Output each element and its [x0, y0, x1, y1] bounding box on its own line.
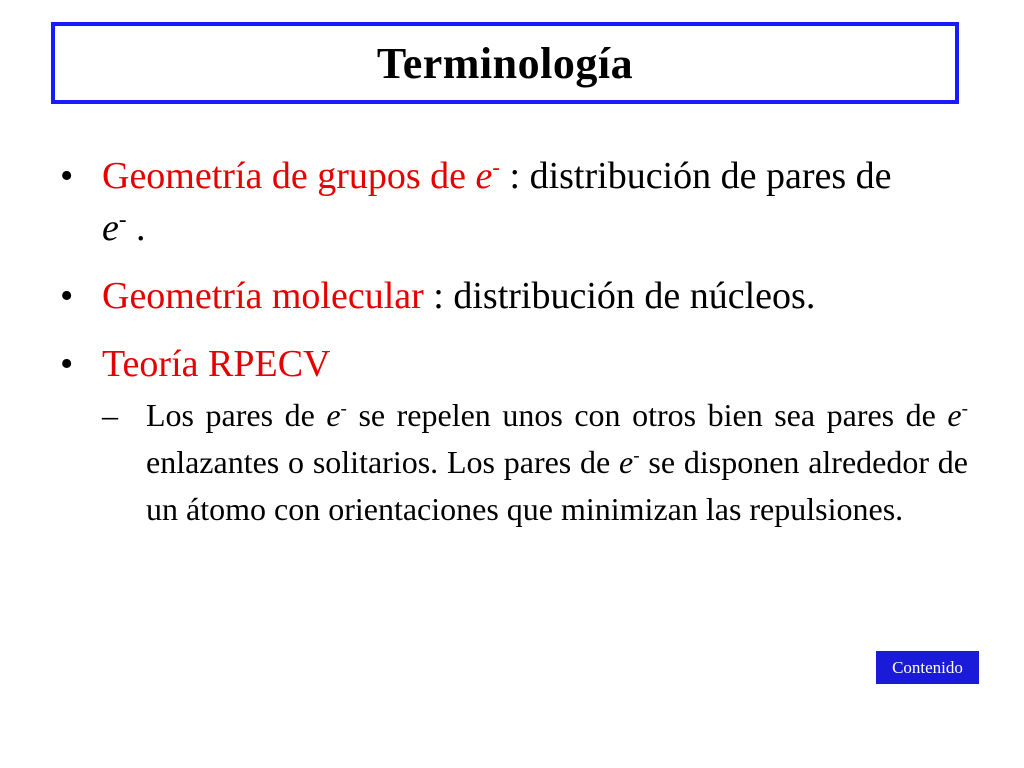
- sub-bullet-rpecv: – Los pares de e- se repelen unos con otros bien sea pares de e- enlazantes o solitarios. Los pares de e- se disponen alrededor de un átomo con orientaciones que minimizan las repulsiones.: [102, 392, 968, 533]
- bullet-dot: •: [60, 155, 74, 197]
- bullet-definition: : distribución de pares de: [500, 155, 892, 197]
- contenido-button[interactable]: Contenido: [876, 651, 979, 684]
- slide-title: Terminología: [376, 38, 634, 88]
- bullet-item-rpecv: [60, 338, 980, 390]
- bullet-term: Geometría molecular: [102, 275, 424, 317]
- bullet-item-group-geometry: • Geometría de grupos de e- : distribución de pares de e- .: [60, 150, 922, 254]
- bullet-term: Geometría de grupos de e-: [102, 154, 501, 197]
- bullet-definition: : distribución de núcleos.: [423, 275, 816, 317]
- bullet-dot: •: [60, 343, 74, 385]
- sub-bullet-dash: –: [102, 397, 118, 433]
- title-box: [51, 22, 959, 104]
- bullet-item-molecular-geometry: [60, 270, 980, 322]
- bullet-term: Teoría RPECV: [102, 343, 331, 385]
- bullet-list: [60, 150, 980, 533]
- bullet-dot: •: [60, 275, 74, 317]
